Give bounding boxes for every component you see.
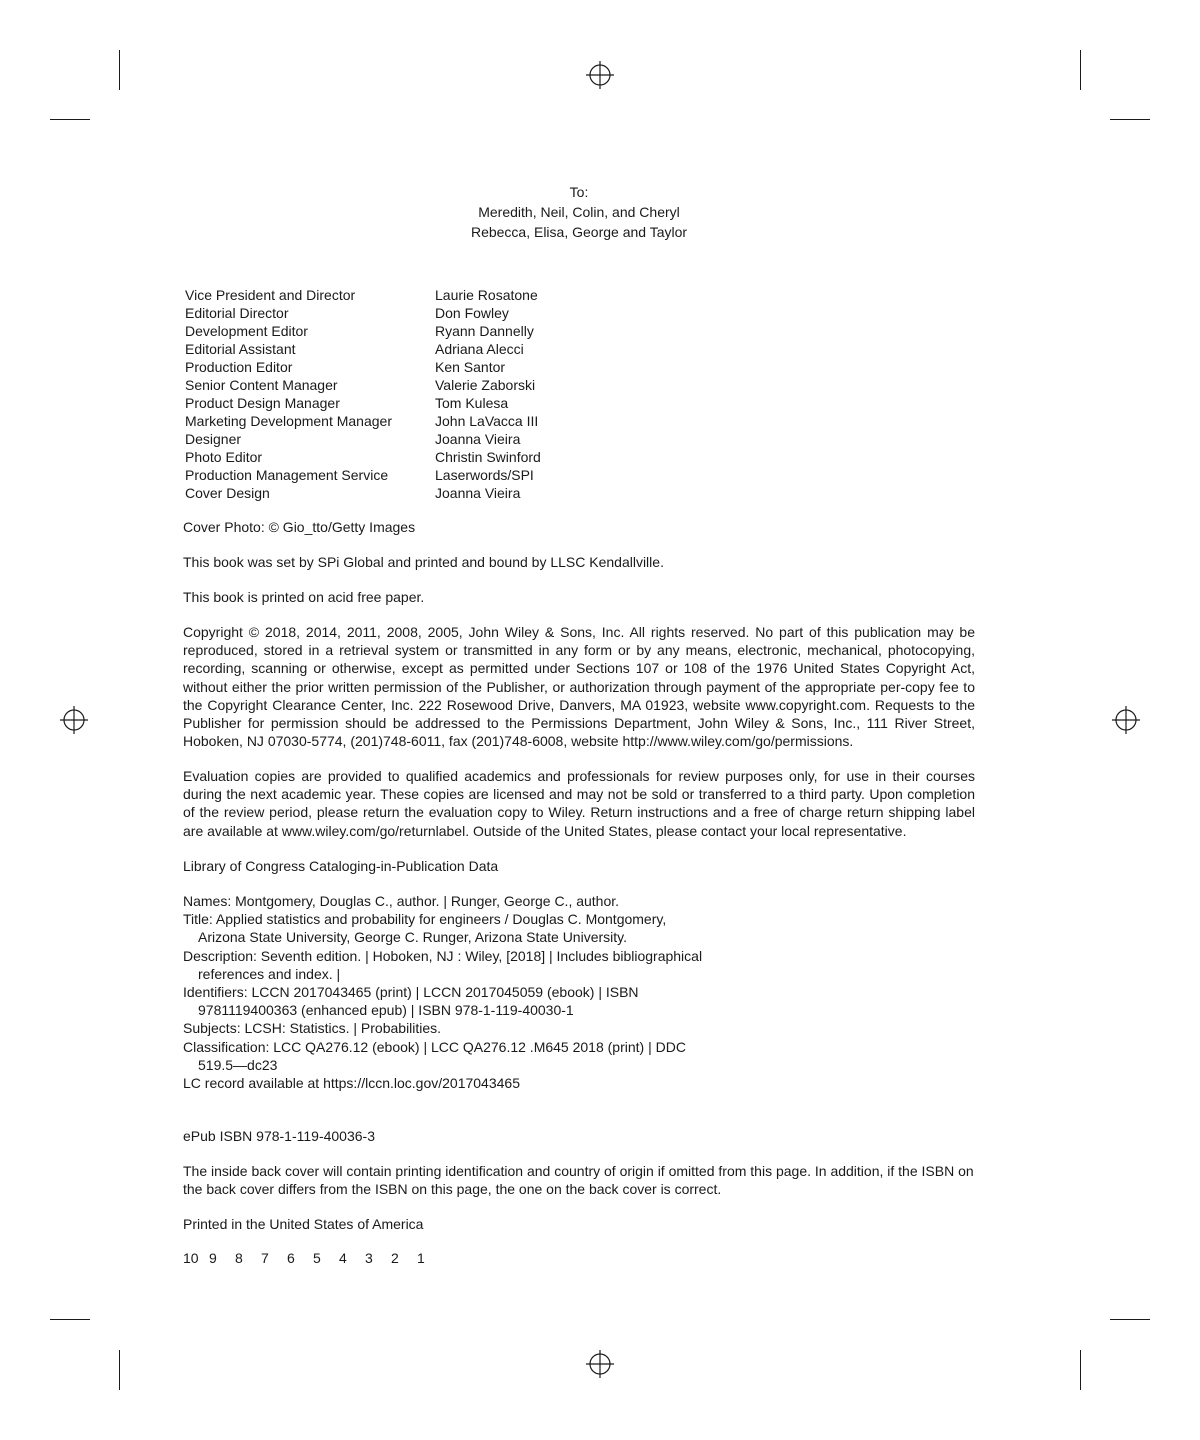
credit-role: Cover Design [185,485,270,501]
credit-row [185,394,541,412]
credit-name: Ryann Dannelly [435,323,534,339]
credit-row [185,430,541,448]
printing-number: 9 [209,1250,217,1266]
printing-number: 8 [235,1250,243,1266]
credit-name: Christin Swinford [435,449,541,465]
printing-number: 5 [313,1250,321,1266]
dedication-line: Rebecca, Elisa, George and Taylor [470,224,688,240]
credit-name: Adriana Alecci [435,341,524,357]
credit-row [185,304,541,322]
credit-role: Senior Content Manager [185,377,338,393]
cip-subjects: Subjects: LCSH: Statistics. | Probabilities. [183,1020,442,1037]
credit-role: Editorial Assistant [185,341,296,357]
epub-isbn: ePub ISBN 978-1-119-40036-3 [183,1128,375,1144]
credit-row [185,286,541,304]
printing-line [183,1250,443,1266]
crop-mark-bottom-right-horizontal [1110,1319,1150,1320]
credit-role: Vice President and Director [185,287,356,303]
printing-number: 7 [261,1250,269,1266]
credit-name: Laserwords/SPI [435,467,534,483]
credit-role: Production Editor [185,359,293,375]
dedication [379,182,779,242]
typeset-note: This book was set by SPi Global and printed and bound by LLSC Kendallville. [183,554,664,570]
registration-mark-icon [1112,706,1140,734]
credit-role: Photo Editor [185,449,263,465]
cip-record: LC record available at https://lccn.loc.gov/2017043465 [183,1075,520,1092]
printing-number: 10 [183,1250,199,1266]
credit-name: Joanna Vieira [435,431,521,447]
crop-mark-bottom-left-vertical [119,1350,120,1390]
credit-role: Development Editor [185,323,308,339]
credit-role: Production Management Service [185,467,389,483]
cip-classification: Classification: LCC QA276.12 (ebook) | LCC QA276.12 .M645 2018 (print) | DDC 519.5—dc23 [183,1038,686,1073]
credit-row [185,484,541,502]
credit-role: Product Design Manager [185,395,340,411]
back-cover-note: The inside back cover will contain printing identification and country of origin if omitted from this page. In addition, if the ISBN on the back cover differs from the ISBN on this page, the one on the back cover is correct. [183,1163,974,1198]
credit-row [185,466,541,484]
credit-name: John LaVacca III [435,413,539,429]
evaluation-paragraph: Evaluation copies are provided to qualified academics and professionals for review purposes only, for use in their courses during the next academic year. These copies are licensed and may not be sold or transferred to a third party. Upon completion of the review period, please return the evaluation copy to Wiley. Return instructions and a free of charge return shipping label are available at www.wiley.com/go/returnlabel. Outside of the United States, please contact your local representative. [183,768,975,839]
printing-number: 1 [417,1250,425,1266]
credit-name: Don Fowley [435,305,509,321]
credit-row [185,340,541,358]
printing-number: 2 [391,1250,399,1266]
copyright-paragraph: Copyright © 2018, 2014, 2011, 2008, 2005, John Wiley & Sons, Inc. All rights reserved. No part of this publication may be reproduced, stored in a retrieval system or transmitted in any form or by any means, electronic, mechanical, photocopying, recording, scanning or otherwise, except as permitted under Sections 107 or 108 of the 1976 United States Copyright Act, without either the prior written permission of the Publisher, or authorization through payment of the appropriate per-copy fee to the Copyright Clearance Center, Inc. 222 Rosewood Drive, Danvers, MA 01923, website www.copyright.com. Requests to the Publisher for permission should be addressed to the Permissions Department, John Wiley & Sons, Inc., 111 River Street, Hoboken, NJ 07030-5774, (201)748-6011, fax (201)748-6008, website http://www.wiley.com/go/permissions. [183,624,975,750]
credit-name: Tom Kulesa [435,395,509,411]
cip-description: Description: Seventh edition. | Hoboken, NJ : Wiley, [2018] | Includes bibliographical references and index. | [183,947,703,982]
credits-list [185,286,541,502]
crop-mark-top-left-horizontal [50,119,90,120]
cip-title: Title: Applied statistics and probability for engineers / Douglas C. Montgomery, Arizona State University, George C. Runger, Arizona State University. [183,911,667,946]
credit-row [185,448,541,466]
printing-number: 4 [339,1250,347,1266]
credit-role: Designer [185,431,242,447]
cip-names: Names: Montgomery, Douglas C., author. | Runger, George C., author. [183,893,620,909]
credit-role: Editorial Director [185,305,289,321]
crop-mark-top-left-vertical [119,50,120,90]
credit-row [185,376,541,394]
credit-row [185,412,541,430]
cip-identifiers: Identifiers: LCCN 2017043465 (print) | LCCN 2017045059 (ebook) | ISBN 9781119400363 (enhanced epub) | ISBN 978-1-119-40030-1 [183,984,639,1019]
registration-mark-icon [60,706,88,734]
credit-name: Ken Santor [435,359,506,375]
cip-heading: Library of Congress Cataloging-in-Publication Data [183,858,499,874]
printed-in: Printed in the United States of America [183,1216,424,1232]
cover-photo-credit: Cover Photo: © Gio_tto/Getty Images [183,519,416,535]
printing-number: 6 [287,1250,295,1266]
crop-mark-bottom-right-vertical [1080,1350,1081,1390]
crop-mark-bottom-left-horizontal [50,1319,90,1320]
credit-role: Marketing Development Manager [185,413,392,429]
credit-row [185,322,541,340]
credit-row [185,358,541,376]
registration-mark-icon [586,1350,614,1378]
paper-note: This book is printed on acid free paper. [183,589,425,605]
credit-name: Valerie Zaborski [435,377,536,393]
crop-mark-top-right-horizontal [1110,119,1150,120]
printing-number: 3 [365,1250,373,1266]
cip-data-block [183,892,703,1092]
credit-name: Joanna Vieira [435,485,521,501]
crop-mark-top-right-vertical [1080,50,1081,90]
dedication-heading: To: [569,184,589,200]
credit-name: Laurie Rosatone [435,287,538,303]
dedication-line: Meredith, Neil, Colin, and Cheryl [478,204,680,220]
registration-mark-icon [586,61,614,89]
